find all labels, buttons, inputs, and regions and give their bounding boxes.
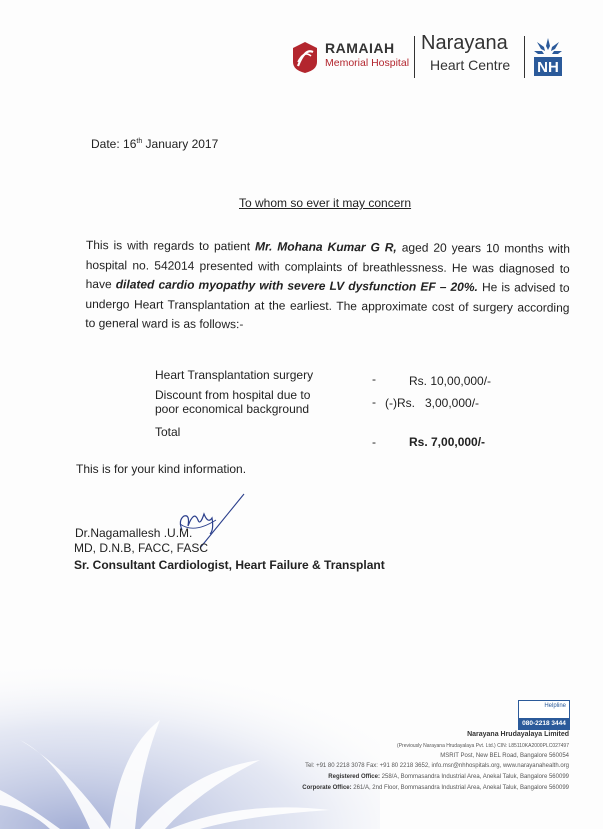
logo-divider-2	[524, 36, 525, 78]
para-part-2: aged 20 years 10 months with hospital no. 542014 presented with complaints of breathlessness. He was diagnosed to have	[85, 240, 570, 292]
para-part-3: He is advised to undergo Heart Transplantation at the earliest. The approximate cost of surgery according to general ward is as follows:-	[85, 280, 570, 332]
date-line	[91, 137, 218, 151]
helpline-label: Helpline	[544, 703, 566, 709]
cost-dash: -	[372, 395, 376, 409]
cost-dash: -	[372, 372, 376, 386]
registered-label: Registered Office:	[328, 774, 380, 780]
footer-address: MSRIT Post, New BEL Road, Bangalore 560054	[440, 753, 569, 759]
footer-registered-office	[328, 774, 569, 780]
svg-text:NH: NH	[537, 59, 559, 76]
cost-label: Total	[155, 425, 181, 439]
patient-name: Mr. Mohana Kumar G R,	[254, 239, 397, 255]
footer-contact: Tel: +91 80 2218 3078 Fax: +91 80 2218 3652, info.msr@nhhospitals.org, www.narayanahealth.org	[305, 763, 569, 769]
cost-label: Discount from hospital due to poor economical background	[155, 388, 311, 416]
signatory-name: Dr.Nagamallesh .U.M.	[75, 526, 193, 540]
cost-amount: Rs. 7,00,000/-	[409, 435, 486, 449]
footer-previous-name: (Previously Narayana Hrudayalaya Pvt. Ltd.) CIN: L85110KA2000PLC027497	[397, 743, 569, 749]
narayana-name: Narayana	[421, 32, 508, 54]
cost-amount: Rs. 10,00,000/-	[409, 374, 492, 388]
nh-logo-icon	[531, 36, 565, 78]
footer-company: Narayana Hrudayalaya Limited	[467, 731, 569, 738]
ramaiah-name: RAMAIAH	[325, 40, 395, 56]
footer-corporate-office	[302, 785, 569, 791]
registered-address: 258/A, Bommasandra Industrial Area, Anekal Taluk, Bangalore 560099	[379, 774, 569, 780]
subject-line: To whom so ever it may concern	[239, 196, 412, 210]
body-paragraph	[85, 236, 570, 337]
cost-amount: (-)Rs. 3,00,000/-	[385, 396, 480, 410]
cost-label: Heart Transplantation surgery	[155, 368, 314, 382]
para-part-1: This is with regards to patient	[85, 237, 256, 254]
corporate-address: 261/A, 2nd Floor, Bommasandra Industrial Area, Anekal Taluk, Bangalore 560099	[351, 785, 569, 791]
diagnosis-text: dilated cardio myopathy with severe LV dysfunction EF – 20%.	[115, 277, 478, 295]
helpline-number: 080-2218 3444	[519, 718, 569, 729]
date-superscript: th	[136, 138, 143, 145]
closing-line: This is for your kind information.	[76, 462, 247, 476]
ramaiah-subtitle: Memorial Hospital	[325, 57, 410, 69]
logo-divider	[414, 36, 415, 78]
lotus-watermark-icon	[0, 660, 380, 829]
corporate-label: Corporate Office:	[302, 785, 352, 791]
cost-dash: -	[372, 435, 376, 449]
helpline-badge	[518, 700, 570, 730]
signatory-title: Sr. Consultant Cardiologist, Heart Failure & Transplant	[74, 558, 385, 572]
narayana-subtitle: Heart Centre	[430, 57, 511, 73]
ramaiah-logo-icon	[291, 40, 319, 74]
date-text: Date: 16	[91, 137, 137, 151]
signatory-qualifications: MD, D.N.B, FACC, FASC	[74, 541, 209, 555]
date-month-year: January 2017	[142, 137, 219, 151]
